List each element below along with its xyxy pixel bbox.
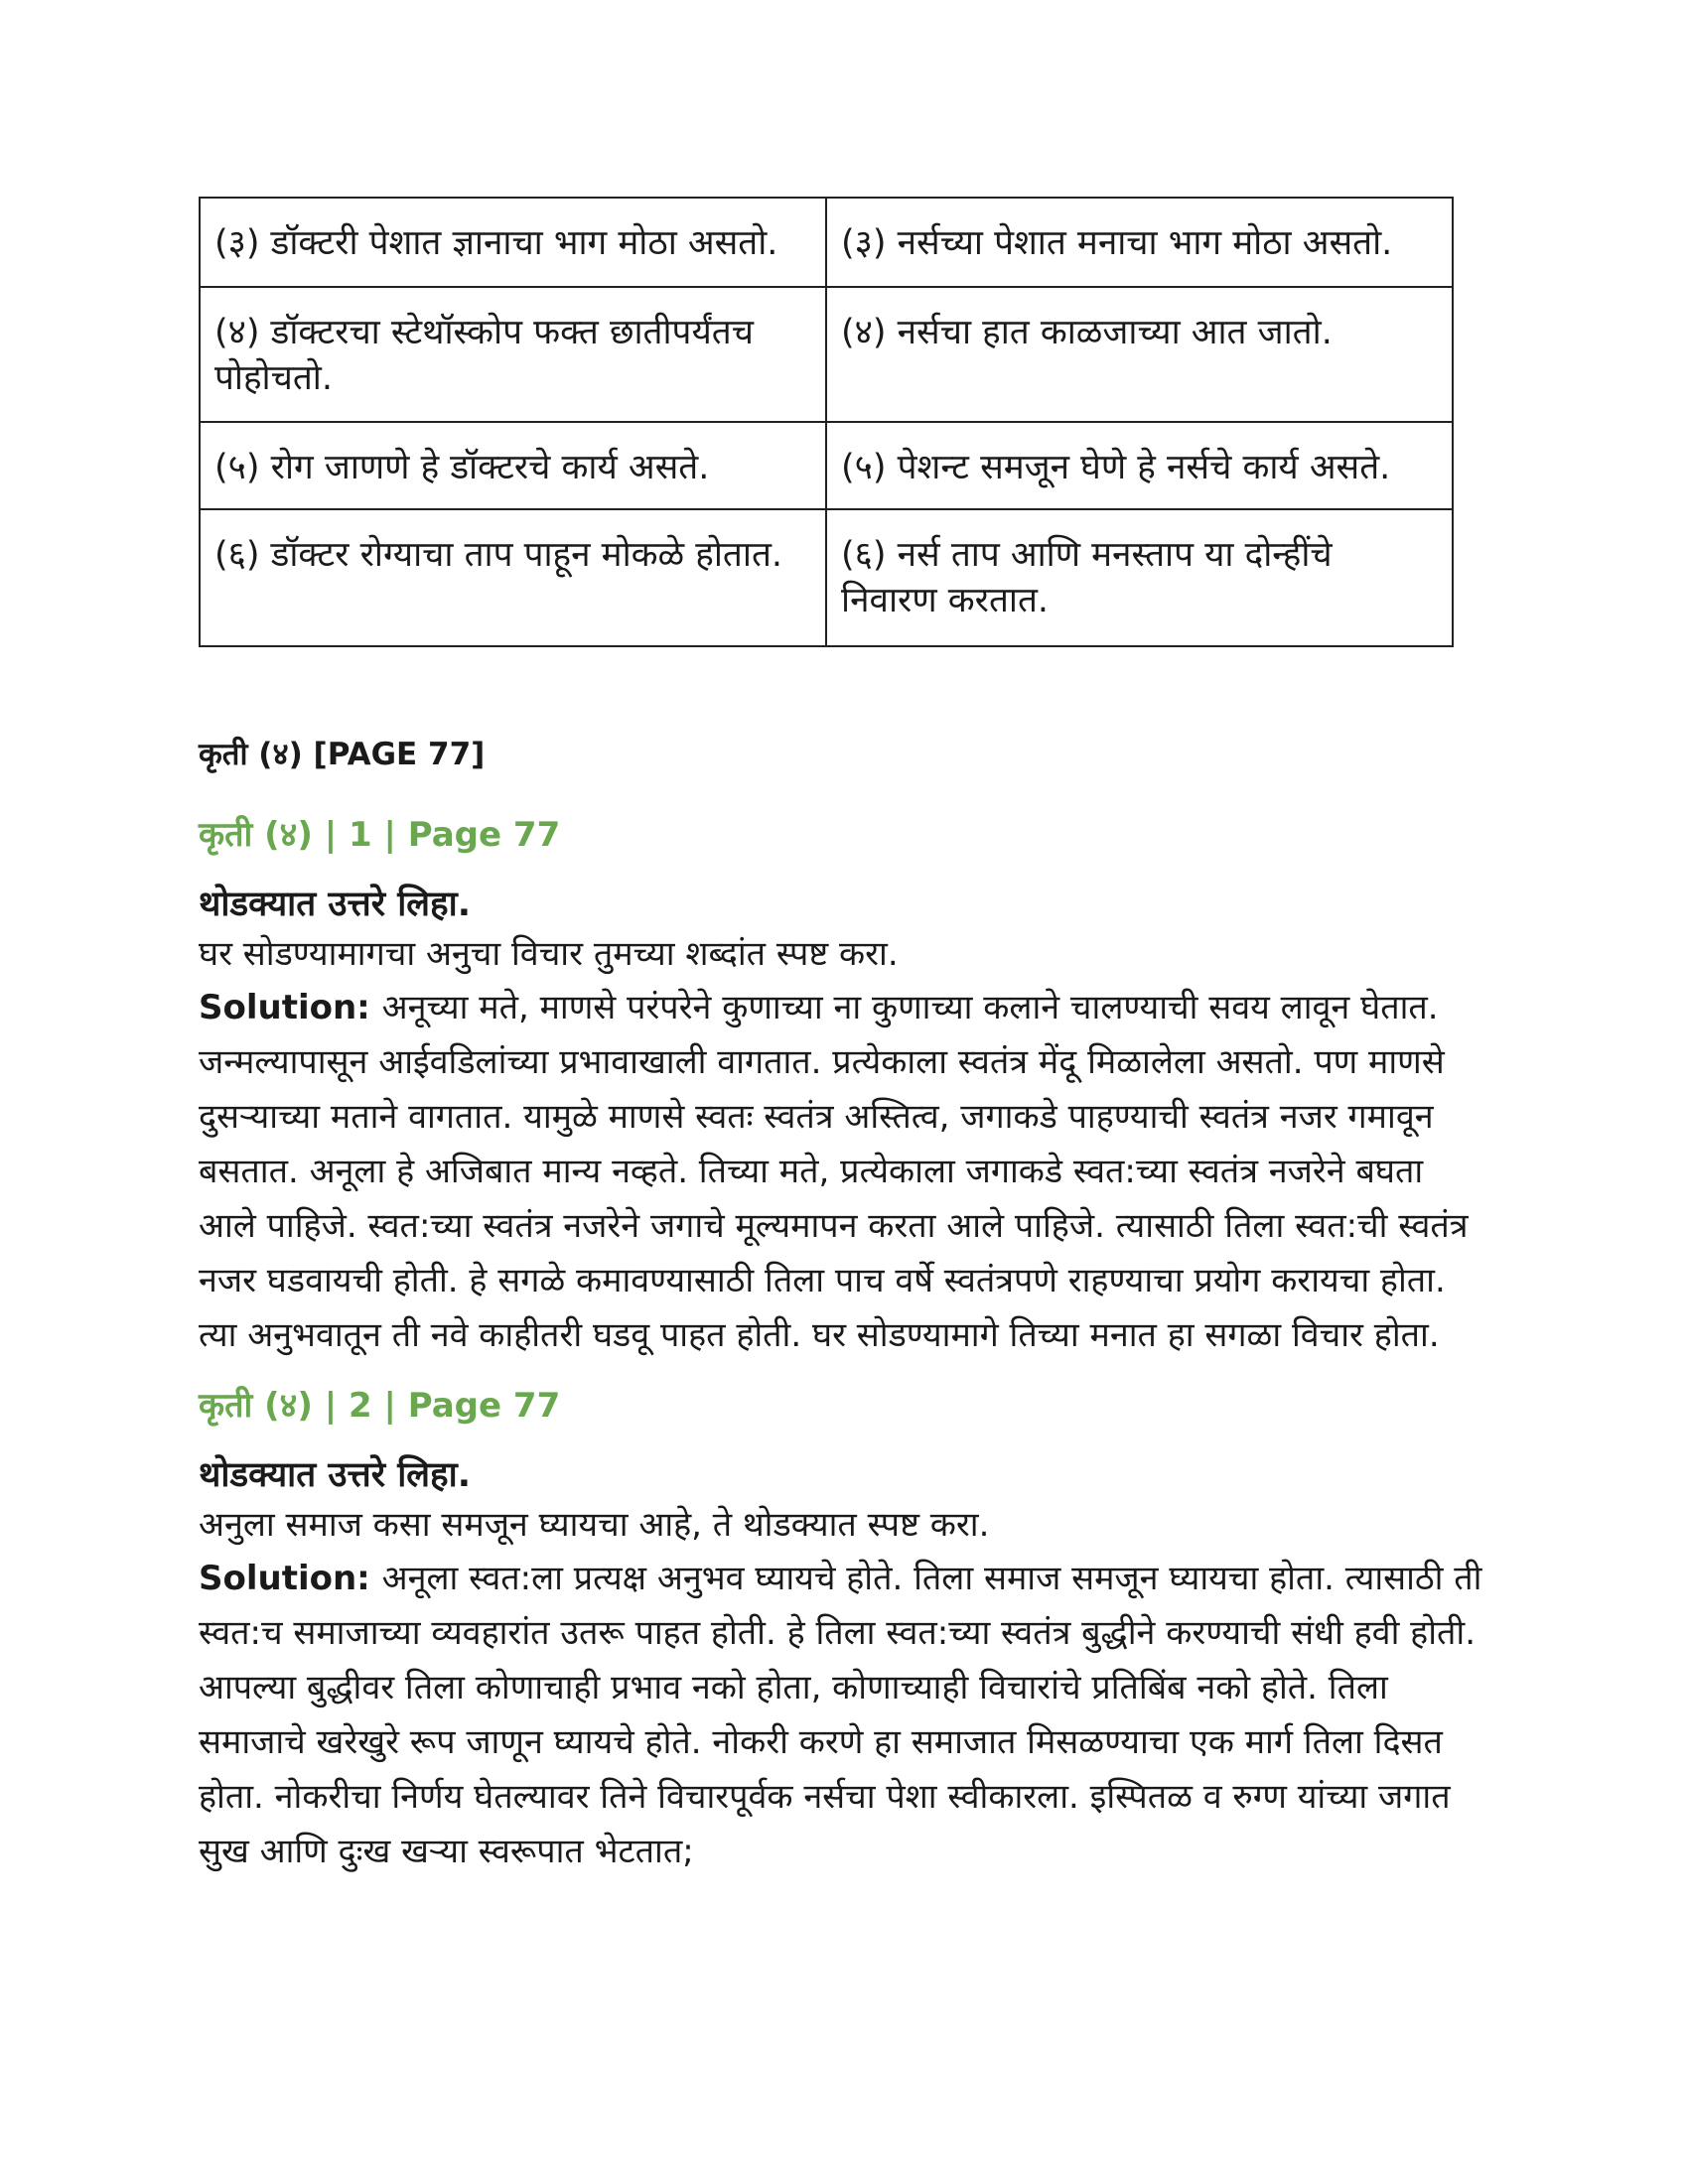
- question-instruction: थोडक्यात उत्तरे लिहा.: [199, 1455, 471, 1495]
- solution-paragraph: [199, 981, 1489, 1363]
- question-block-2: [199, 1383, 1489, 1879]
- table-cell-left: (४) डॉक्टरचा स्टेथॉस्कोप फक्त छातीपर्यंतच पोहोचतो.: [200, 287, 826, 422]
- table-row: [200, 198, 1453, 287]
- question-instruction: थोडक्यात उत्तरे लिहा.: [199, 885, 471, 924]
- table-cell-right: (३) नर्सच्या पेशात मनाचा भाग मोठा असतो.: [826, 198, 1453, 287]
- table-row: [200, 509, 1453, 646]
- question-text: अनुला समाज कसा समजून घ्यायचा आहे, ते थोडक्यात स्पष्ट करा.: [199, 1505, 990, 1545]
- document-page: [199, 197, 1489, 1879]
- table-row: [200, 287, 1453, 422]
- section-title: कृती (४) [PAGE 77]: [199, 737, 486, 772]
- table-cell-right: (४) नर्सचा हात काळजाच्या आत जातो.: [826, 287, 1453, 422]
- solution-text: अनूच्या मते, माणसे परंपरेने कुणाच्या ना कुणाच्या कलाने चालण्याची सवय लावून घेतात. जन्मल्यापासून आईवडिलांच्या प्रभावाखाली वागतात. प्रत्येकाला स्वतंत्र मेंदू मिळालेला असतो. पण माणसे दुसऱ्याच्या मताने वागतात. यामुळे माणसे स्वतः स्वतंत्र अस्तित्व, जगाकडे पाहण्याची स्वतंत्र नजर गमावून बसतात. अनूला हे अजिबात मान्य नव्हते. तिच्या मते, प्रत्येकाला जगाकडे स्वत:च्या स्वतंत्र नजरेने बघता आले पाहिजे. स्वत:च्या स्वतंत्र नजरेने जगाचे मूल्यमापन करता आले पाहिजे. त्यासाठी तिला स्वत:ची स्वतंत्र नजर घडवायची होती. हे सगळे कमावण्यासाठी तिला पाच वर्षे स्वतंत्रपणे राहण्याचा प्रयोग करायचा होता. त्या अनुभवातून ती नवे काहीतरी घडवू पाहत होती. घर सोडण्यामागे तिच्या मनात हा सगळा विचार होता.: [199, 988, 1469, 1355]
- solution-text: अनूला स्वत:ला प्रत्यक्ष अनुभव घ्यायचे होते. तिला समाज समजून घ्यायचा होता. त्यासाठी ती स्वत:च समाजाच्या व्यवहारांत उतरू पाहत होती. हे तिला स्वत:च्या स्वतंत्र बुद्धीने करण्याची संधी हवी होती. आपल्या बुद्धीवर तिला कोणाचाही प्रभाव नको होता, कोणाच्याही विचारांचे प्रतिबिंब नको होते. तिला समाजाचे खरेखुरे रूप जाणून घ्यायचे होते. नोकरी करणे हा समाजात मिसळण्याचा एक मार्ग तिला दिसत होता. नोकरीचा निर्णय घेतल्यावर तिने विचारपूर्वक नर्सचा पेशा स्वीकारला. इस्पितळ व रुग्ण यांच्या जगात सुख आणि दुःख खऱ्या स्वरूपात भेटतात;: [199, 1559, 1482, 1871]
- table-cell-left: (६) डॉक्टर रोग्याचा ताप पाहून मोकळे होतात.: [200, 509, 826, 646]
- table-cell-left: (३) डॉक्टरी पेशात ज्ञानाचा भाग मोठा असतो.: [200, 198, 826, 287]
- question-heading: कृती (४) | 1 | Page 77: [199, 815, 561, 855]
- table-cell-right: (६) नर्स ताप आणि मनस्ताप या दोन्हींचे निवारण करतात.: [826, 509, 1453, 646]
- comparison-table: [199, 197, 1454, 647]
- solution-paragraph: [199, 1552, 1489, 1879]
- solution-label: Solution:: [199, 988, 382, 1027]
- solution-label: Solution:: [199, 1559, 382, 1598]
- table-row: [200, 422, 1453, 509]
- question-heading: कृती (४) | 2 | Page 77: [199, 1386, 561, 1426]
- table-cell-right: (५) पेशन्ट समजून घेणे हे नर्सचे कार्य असते.: [826, 422, 1453, 509]
- table-cell-left: (५) रोग जाणणे हे डॉक्टरचे कार्य असते.: [200, 422, 826, 509]
- question-text: घर सोडण्यामागचा अनुचा विचार तुमच्या शब्दांत स्पष्ट करा.: [199, 934, 899, 974]
- question-block-1: [199, 812, 1489, 1363]
